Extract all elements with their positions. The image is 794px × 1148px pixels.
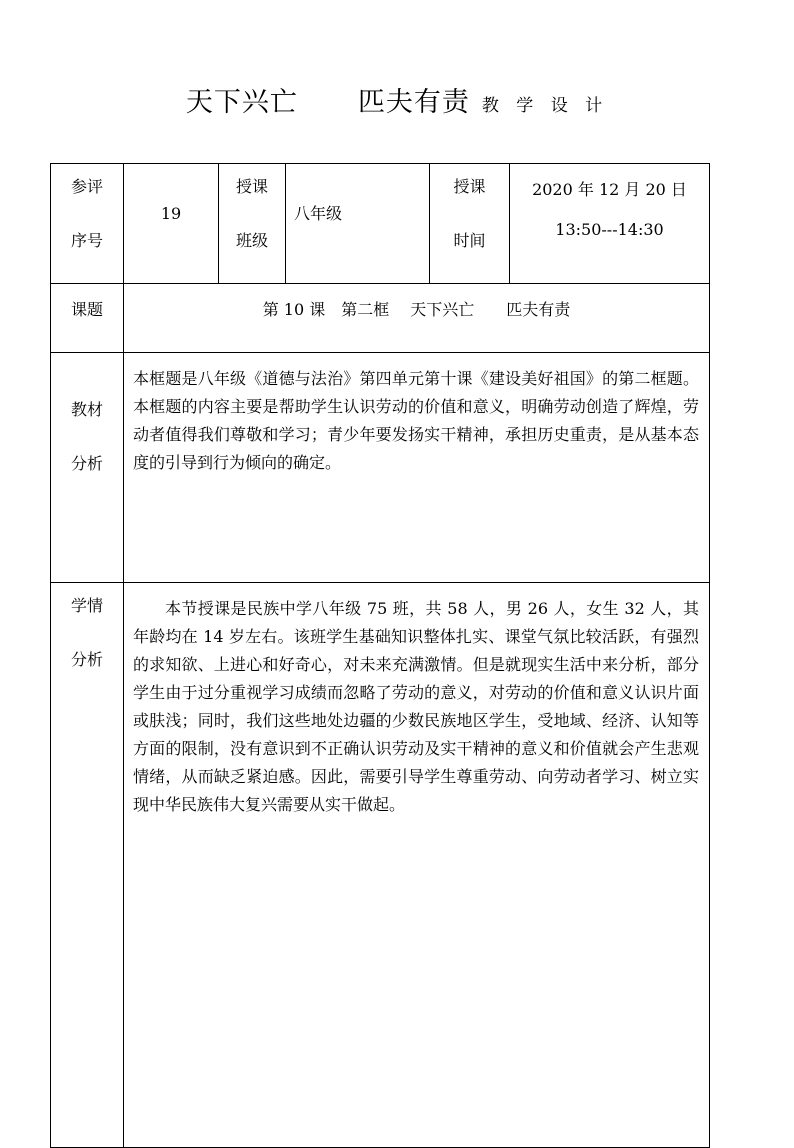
student-analysis-text: 本节授课是民族中学八年级 75 班，共 58 人，男 26 人，女生 32 人，其年龄均在 14 岁左右。该班学生基础知识整体扎实、课堂气氛比较活跃，有强烈的求知欲、上进心和好奇心，对未来充满激情。但是就现实生活中来分析，部分学生由于过分重视学习成绩而忽略了劳动的意义，对劳动的价值和意义认识片面或肤浅；同时，我们这些地处边疆的少数民族地区学生，受地域、经济、认知等方面的限制，没有意识到不正确认识劳动及实干精神的意义和价值就会产生悲观情绪，从而缺乏紧迫感。因此，需要引导学生尊重劳动、向劳动者学习、树立实现中华民族伟大复兴需要从实干做起。 [124, 583, 710, 1148]
page-title [0, 80, 794, 119]
topic-value-cell [124, 284, 710, 353]
textbook-label-cell [51, 353, 124, 583]
time-label-cell [430, 164, 510, 284]
serial-value: 19 [160, 204, 182, 223]
class-label-line1: 授课 [235, 177, 268, 196]
serial-label-line1: 参评 [70, 177, 103, 196]
time-label-line1: 授课 [453, 177, 486, 196]
time-value-cell [510, 164, 710, 284]
textbook-label-line2: 分析 [70, 454, 103, 473]
topic-label-cell [51, 284, 124, 353]
textbook-analysis-text: 本框题是八年级《道德与法治》第四单元第十课《建设美好祖国》的第二框题。本框题的内容主要是帮助学生认识劳动的价值和意义，明确劳动创造了辉煌，劳动者值得我们尊敬和学习；青少年要发扬实干精神，承担历史重责，是从基本态度的引导到行为倾向的确定。 [124, 353, 710, 583]
serial-label-cell [51, 164, 124, 284]
time-range: 13:50---14:30 [555, 220, 664, 239]
title-main-part1: 天下兴亡 [185, 87, 298, 118]
time-label-line2: 时间 [453, 231, 486, 250]
student-analysis-row [51, 583, 710, 1148]
class-label-line2: 班级 [235, 231, 268, 250]
title-subtitle: 教 学 设 计 [481, 96, 609, 116]
student-label-line2: 分析 [70, 650, 103, 669]
serial-label-line2: 序号 [70, 231, 103, 250]
class-value-cell [286, 164, 430, 284]
topic-row [51, 284, 710, 353]
info-row [51, 164, 710, 284]
class-label-cell [219, 164, 286, 284]
textbook-analysis-row [51, 353, 710, 583]
time-date: 2020 年 12 月 20 日 [532, 180, 687, 199]
textbook-label-line1: 教材 [70, 400, 103, 419]
serial-value-cell [124, 164, 219, 284]
student-label-line1: 学情 [70, 596, 103, 615]
lesson-design-table [50, 163, 710, 1148]
student-label-cell [51, 583, 124, 1148]
class-value: 八年级 [294, 204, 343, 223]
topic-value: 第 10 课 第二框 天下兴亡 匹夫有责 [262, 300, 571, 319]
topic-label: 课题 [70, 300, 103, 319]
title-main-part2: 匹夫有责 [357, 87, 470, 118]
